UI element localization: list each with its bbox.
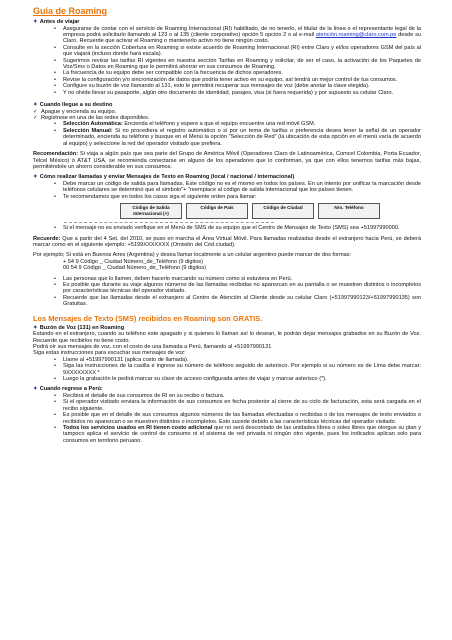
buzon-paragraph: Podrá oír sus mensajes de voz, con el costo de una llamada a Perú, llamando al +51997990131: [33, 344, 272, 350]
list-item: • Debe marcar un código de salida para llamadas. Este código no es el mismo en todos los países. En un intento por unificar la marcación desde teléfonos celulares se determinó que el simbolo"+ "reemplace al código de salida internacional que los países tienen.: [63, 181, 421, 194]
list-item: • Recibirá el detalle de sus consumos de RI en su recibo o factura.: [63, 393, 421, 399]
diamond-bullet-icon: ✦: [33, 324, 38, 331]
diamond-bullet-icon: ✦: [33, 102, 38, 109]
recomendacion-paragraph: Recomendación: Si viaja a algún país que sea parte del Grupo de América Móvil (Operadores Claro de Latinoamérica, Comcel Colombia, Porta Ecuador, Telcel México) ó AT&T USA, se recomienda conectarse en alguno de los operadores que lo conforman, ya que con ellos tenemos tarifas más bajas, permitiéndole un ahorro considerable en sus consumos.: [33, 151, 421, 170]
list-item: • Selección Automática: Encienda el teléfono y espere a que el equipo encuentre una red móvil GSM.: [63, 121, 421, 127]
list-item: • Selección Manual: Si no procediera el registro automático o si por un tema de tarifas o preferencia desea tener la señal de un operador determinado, encienda su teléfono y busque en el Menú la opción "Selección de Red" (la ubicación de esta opción en el menú varía de acuerdo al equipo) y seleccione la red del operador visitado que prefiera.: [63, 128, 421, 147]
section-heading-llamadas: ✦ Cómo realizar llamadas y enviar Mensajes de Texto en Roaming (local / nacional / internacional): [33, 174, 295, 181]
list-item: • Si el operador visitado enviara la información de sus consumos en fecha posterior al cierre de su ciclo de facturación, esta será cargada en el recibo siguiente.: [63, 399, 421, 412]
antes-list: [33, 26, 421, 96]
list-item: • Te recomendamos que en todos los casos siga el siguiente orden para llamar:: [63, 194, 421, 200]
buzon-paragraph: Siga estas instrucciones para escuchar sus mensajes de voz:: [33, 350, 186, 357]
dial-order-diagram: [120, 203, 421, 219]
dial-example-line: 00 54 9 Código _ Ciudad Número_de_Teléfono (9 digitos): [63, 265, 207, 272]
check-item: ✓ Registrese en una de las redes disponibles.: [33, 115, 150, 122]
list-item: • Consulte en la sección Cobertura en Roaming si existe acuerdo de Roaming Internacional (RI) entre Claro y el/los operadores GSM del país al que viajará (incluso donde hará escala).: [63, 45, 421, 58]
checkmark-icon: ✓: [33, 108, 38, 115]
sms-center-list: [33, 225, 421, 231]
diamond-bullet-icon: ✦: [33, 19, 38, 25]
divider: [64, 222, 274, 223]
recuerde-paragraph: Recuerde: Que a partir del 4 Set. del 2010, se puso en marcha el Área Virtual Móvil. Para llamadas realizadas desde el extranjero hacia Perú, se deberá marcar como en el siguiente ejemplo: +5199XXXXXXX (Omisión del Cód.ciudad).: [33, 235, 421, 248]
page-title: Guía de Roaming: [33, 6, 108, 16]
list-item: • Todos los servicios usados en RI tienen costo adicional que no será descontado de las unidades libres o soles libres que otorgue su plan y tampoco aplica el servicio de control de consumo ni el sistema de red privada ni ningún otro vigente, pues los indicados aplican solo para consumos en territorio peruano.: [63, 425, 421, 444]
list-item: • Llame al +51997990131 (aplica costo de llamada).: [63, 357, 421, 363]
dial-box-country-code: Código de País: [186, 203, 248, 219]
dial-box-city-code: Código de Ciudad: [252, 203, 314, 219]
checkmark-icon: ✓: [33, 115, 38, 122]
list-item: • Luego la grabación le pedirá marcar su clave de acceso configurada antes de viajar y marcar asterisco (*).: [63, 376, 421, 382]
dial-box-exit-code: Código de Salida Internacional (+): [120, 203, 182, 219]
sms-free-heading: Los Mensajes de Texto (SMS) recibidos en Roaming son GRATIS.: [33, 313, 263, 323]
list-item: • Configure su buzón de voz llamando al 131, esto le permitirá recuperar sus mensajes de voz (debe anotar la clave elegida).: [63, 83, 421, 89]
list-item: • Si el mensaje no es enviado verifique en el Menú de SMS de su equipo que el Centro de Mensajes de Texto (SMS) sea +51997990000.: [63, 225, 421, 231]
list-item: • Recuerde que las llamadas desde el extranjero al Centro de Atención al Cliente desde su celular Claro (+51997990123/+51997990135) son Gratuitas.: [63, 295, 421, 308]
regreso-list: [33, 393, 421, 444]
buzon-paragraph: Estando en el extranjero, cuando su teléfono este apagado y si quienes lo llaman así lo desean, le podrán dejar mensajes grabados en su Buzón de Voz. Recuerde que recibirlos no tiene costo.: [33, 331, 421, 344]
ejemplo-paragraph: Por ejemplo; Si está en Buenos Aires (Argentina) y desea llamar localmente a un celular argentino puede marcar de dos formas:: [33, 252, 352, 259]
list-item: • Revise la configuración y/o sincronización de datos que podría tener activo en su equipo, así tendrá un mejor control de tus consumos.: [63, 77, 421, 83]
list-item: • Siga las instrucciones de la casilla e ingrese su número de teléfono seguido de asterisco. Por ejemplo si su número es de Lima debe marcar: 9XXXXXXXX *: [63, 363, 421, 376]
llamadas-list: [33, 181, 421, 200]
list-item: • Es posible que en el detalle de sus consumos algunos números de las llamadas efectuadas o recibidas o de los mensajes de texto enviados o recibidos no aparezcan o se muestren distintos o incompletos. Esto sucede debido a las características técnicas del operador visitado.: [63, 412, 421, 425]
seleccion-list: [33, 121, 421, 147]
diamond-bullet-icon: ✦: [33, 174, 38, 181]
list-item: • Sugerimos revisar las tarifas RI vigentes en nuestra sección Tarifas en Roaming y solicitar, de ser el caso, la activación de los Paquetes de Voz/Sms o Datos en Roaming que le permitirá ahorrar en sus consumos de Roaming.: [63, 58, 421, 71]
section-heading-buzon: ✦ Buzón de Voz (131) en Roaming: [33, 324, 125, 331]
buzon-steps-list: [33, 357, 421, 383]
document-page: [33, 6, 421, 444]
list-item: • Las personas que lo llamen, deben hacerlo marcando su número como si estuviera en Perú.: [63, 276, 421, 282]
check-item: ✓ Apague y encienda su equipo.: [33, 108, 117, 115]
list-item: • Asegurarse de contar con el servicio de Roaming Internacional (RI) habilitado, de no tenerlo, el titular de la línea o el representante legal de la empresa podrá solicitarlo llamando al 123 o al 135 (cliente corporativo) opción 5 opción 2 o al e-mail atención.roaming@claro.com.pe desde su Claro. Recuerde que activar el Roaming o mantenerlo activo no tiene ningún costo.: [63, 26, 421, 45]
section-heading-destino: ✦ Cuando llegue a su destino: [33, 102, 113, 109]
diamond-bullet-icon: ✦: [33, 386, 38, 393]
list-item: • Y no olvide llevar su pasaporte, algún otro documento de identidad, pasajes, visa (si fuera requerida) y por supuesto su celular Claro.: [63, 90, 421, 96]
section-heading-antes: ✦ Antes de viajar: [33, 19, 80, 25]
dial-example-line: + 54 9 Código _ Ciudad Número_de_Teléfono (9 digitos): [63, 258, 204, 265]
list-item: • Es posible que durante su viaje algunos números de las llamadas recibidas no aparezcan en su pantalla o se muestren distintos o incompletos por características técnicas del operador visitado.: [63, 282, 421, 295]
list-item: • La frecuencia de su equipo debe ser compatible con la frecuencia de dichos operadores.: [63, 70, 421, 76]
checklist: [33, 109, 421, 122]
llamadas-notes-list: [33, 276, 421, 308]
email-link[interactable]: atención.roaming@claro.com.pe: [315, 32, 397, 38]
section-heading-regreso: ✦ Cuando regrese a Perú:: [33, 386, 103, 393]
dial-box-phone-number: Nro. Teléfono: [318, 203, 380, 219]
